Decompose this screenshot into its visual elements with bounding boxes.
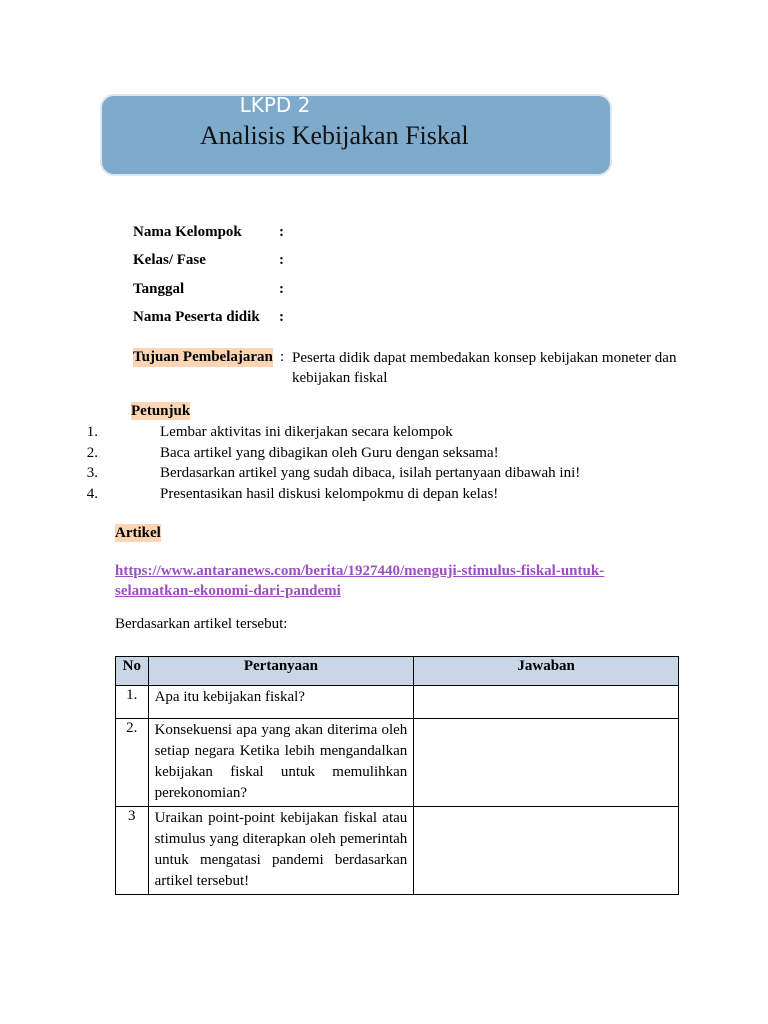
table-row: [116, 686, 679, 719]
list-number: 4.: [86, 486, 98, 503]
info-colon: :: [279, 281, 284, 297]
list-text: Lembar aktivitas ini dikerjakan secara kelompok: [160, 424, 453, 440]
list-text: Presentasikan hasil diskusi kelompokmu di depan kelas!: [160, 486, 499, 503]
instructions-label: Petunjuk: [131, 403, 191, 419]
info-label: Kelas/ Fase: [133, 252, 206, 268]
question-table: [115, 656, 679, 895]
list-number: 2.: [86, 444, 98, 461]
column-header-question: Pertanyaan: [148, 657, 414, 686]
worksheet-title: Analisis Kebijakan Fiskal: [200, 121, 469, 150]
objective-colon: :: [280, 349, 285, 365]
answer-cell[interactable]: [414, 719, 679, 807]
column-header-answer: Jawaban: [414, 657, 679, 686]
row-number: 1.: [116, 686, 149, 719]
info-colon: :: [279, 224, 284, 240]
article-link[interactable]: https://www.antaranews.com/berita/1927440/menguji-stimulus-fiskal-untuk-selamatkan-ekonomi-dari-pandemi: [115, 563, 605, 599]
info-label: Nama Kelompok: [133, 224, 242, 240]
question-cell: Uraikan point-point kebijakan fiskal atau stimulus yang diterapkan oleh pemerintah untuk mengatasi pandemi berdasarkan artikel tersebut!: [148, 807, 414, 895]
list-text: Berdasarkan artikel yang sudah dibaca, isilah pertanyaan dibawah ini!: [160, 465, 581, 482]
table-row: [116, 807, 679, 895]
question-cell: Apa itu kebijakan fiskal?: [148, 686, 414, 719]
question-cell: Konsekuensi apa yang akan diterima oleh setiap negara Ketika lebih mengandalkan kebijakan fiskal untuk memulihkan perekonomian?: [148, 719, 414, 807]
info-colon: :: [279, 309, 284, 325]
row-number: 2.: [116, 719, 149, 807]
info-label: Nama Peserta didik: [133, 309, 260, 325]
row-number: 3: [116, 807, 149, 895]
list-text: Baca artikel yang dibagikan oleh Guru dengan seksama!: [160, 444, 499, 461]
objective-label: Tujuan Pembelajaran: [133, 349, 273, 365]
table-header-row: [116, 657, 679, 686]
column-header-no: No: [116, 657, 149, 686]
worksheet-number: LKPD 2: [239, 93, 311, 117]
list-number: 1.: [86, 424, 98, 440]
objective-text: Peserta didik dapat membedakan konsep kebijakan moneter dan kebijakan fiskal: [292, 350, 677, 386]
info-colon: :: [279, 252, 284, 268]
info-label: Tanggal: [133, 281, 185, 297]
list-number: 3.: [86, 465, 98, 482]
answer-cell[interactable]: [414, 807, 679, 895]
intro-text: Berdasarkan artikel tersebut:: [115, 616, 288, 632]
answer-cell[interactable]: [414, 686, 679, 719]
table-row: [116, 719, 679, 807]
article-label: Artikel: [115, 525, 161, 541]
